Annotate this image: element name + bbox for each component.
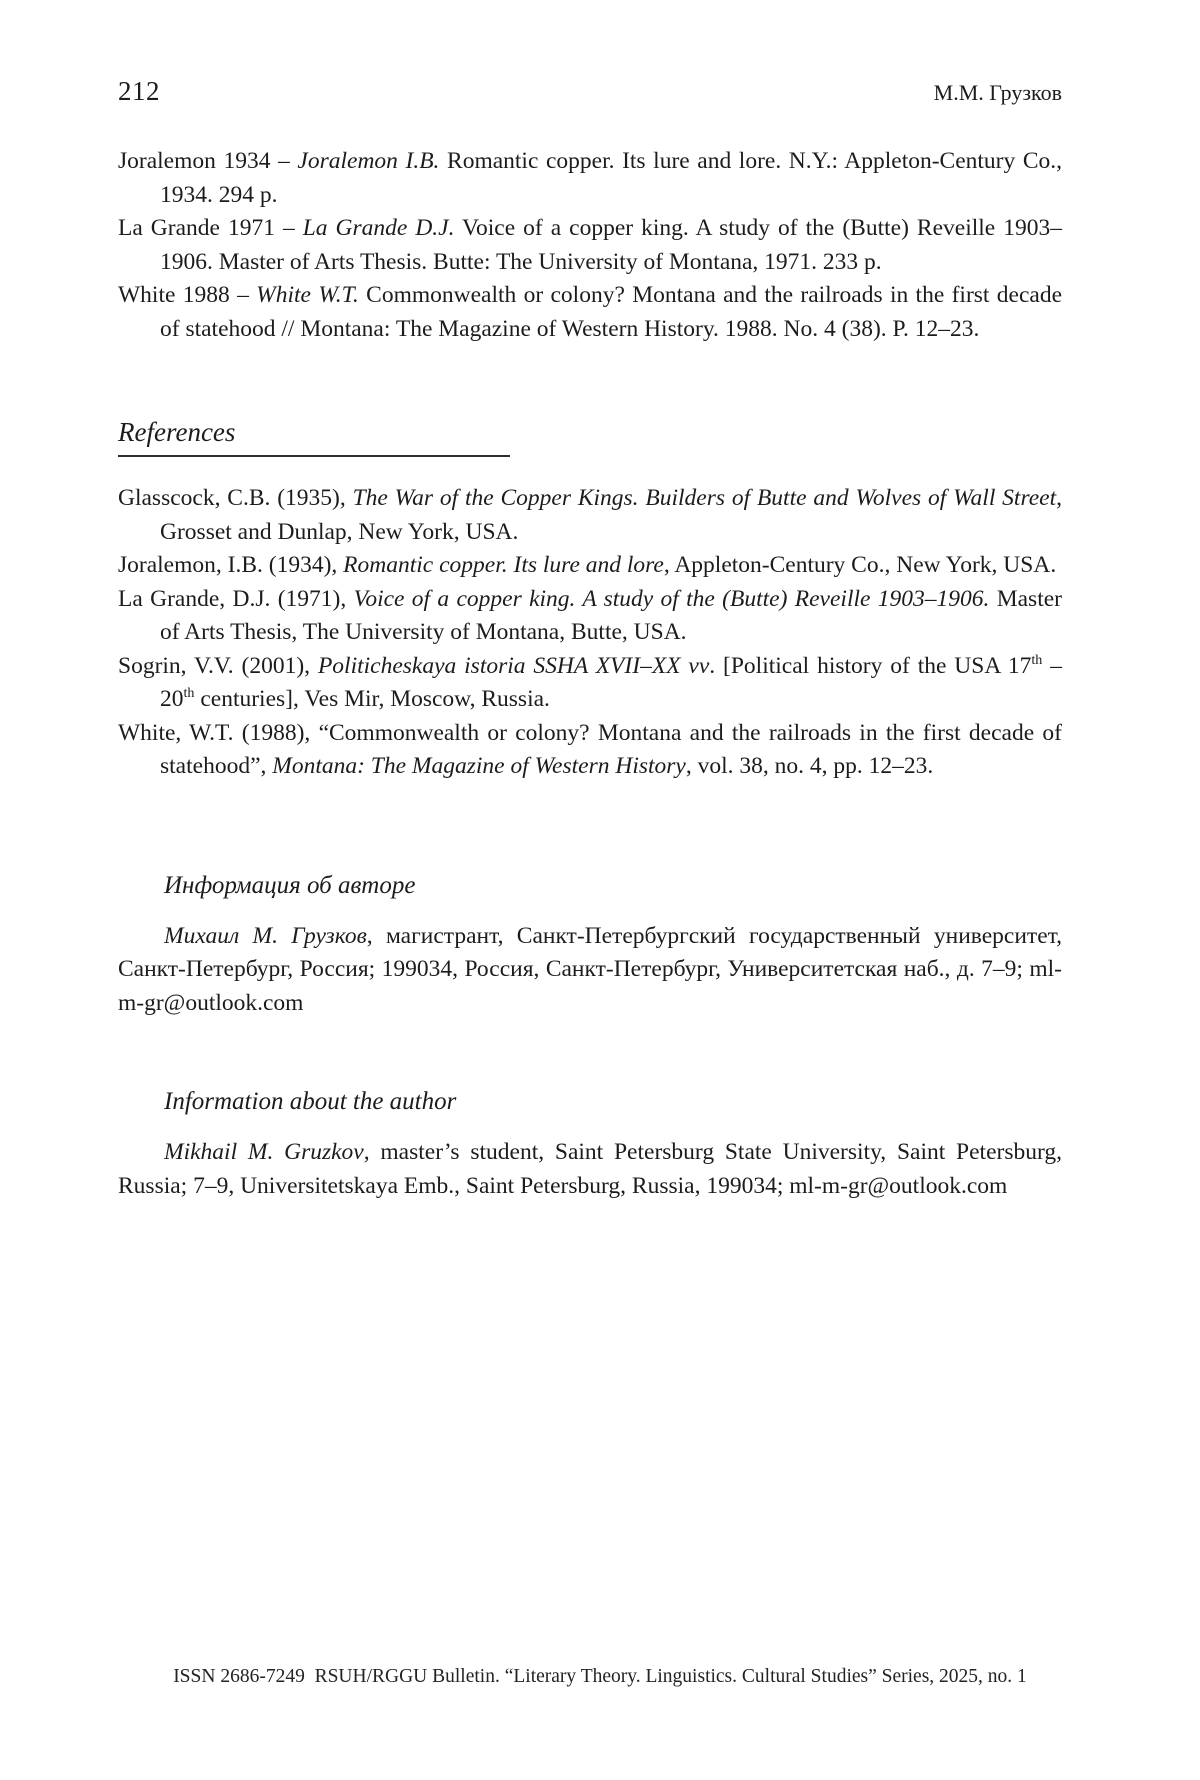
author-info-russian [118,870,1062,1021]
references-section [118,416,1062,784]
bibliography-entry-joralemon: Joralemon 1934 – Joralemon I.B. Romantic copper. Its lure and lore. N.Y.: Appleton-Century Co., 1934. 294 p. [118,148,1063,208]
author-info-english [118,1086,1062,1203]
author-info-english-heading: Information about the author [164,1088,457,1115]
page-header [118,0,1062,107]
page-footer [0,1666,1200,1688]
bibliography-entry-white: White 1988 – White W.T. Commonwealth or colony? Montana and the railroads in the first decade of statehood // Montana: The Magazine of Western History. 1988. No. 4 (38). P. 12–23. [118,282,1062,342]
page-content [118,0,1062,1203]
author-info-russian-heading: Информация об авторе [164,871,416,899]
bibliography-entry-lagrande: La Grande 1971 – La Grande D.J. Voice of a copper king. A study of the (Butte) Reveille 1903–1906. Master of Arts Thesis. Butte: The University of Montana, 1971. 233 p. [118,215,1062,275]
author-info-english-paragraph: Mikhail M. Gruzkov, master’s student, Saint Petersburg State University, Saint Petersburg, Russia; 7–9, Universitetskaya Emb., Saint Petersburg, Russia, 199034; ml-m-gr@outlook.com [118,1139,1062,1199]
journal-imprint: ISSN 2686-7249 RSUH/RGGU Bulletin. “Literary Theory. Linguistics. Cultural Studies” Series, 2025, no. 1 [173,1666,1027,1687]
bibliography-russian-style [118,145,1062,346]
references-heading: References [118,417,236,447]
running-head-author: М.М. Грузков [933,80,1062,105]
reference-entry-joralemon: Joralemon, I.B. (1934), Romantic copper. Its lure and lore, Appleton-Century Co., New York, USA. [118,552,1057,578]
references-heading-rule [118,416,510,457]
reference-entry-sogrin: Sogrin, V.V. (2001), Politicheskaya istoria SSHA XVII–XX vv. [Political history of the USA 17th – 20th centuries], Ves Mir, Moscow, Russia. [118,651,1062,712]
author-info-russian-paragraph: Михаил М. Грузков, магистрант, Санкт-Петербургский государственный университет, Санкт-Петербург, Россия; 199034, Россия, Санкт-Петербург, Университетская наб., д. 7–9; ml-m-gr@outlook.com [118,922,1062,1016]
reference-entry-white: White, W.T. (1988), “Commonwealth or colony? Montana and the railroads in the first decade of statehood”, Montana: The Magazine of Western History, vol. 38, no. 4, pp. 12–23. [118,719,1062,779]
reference-entry-lagrande: La Grande, D.J. (1971), Voice of a copper king. A study of the (Butte) Reveille 1903–1906. Master of Arts Thesis, The University of Montana, Butte, USA. [118,585,1062,645]
references-list [118,482,1062,784]
page-number: 212 [118,76,160,106]
reference-entry-glasscock: Glasscock, C.B. (1935), The War of the Copper Kings. Builders of Butte and Wolves of Wall Street, Grosset and Dunlap, New York, USA. [118,485,1062,545]
